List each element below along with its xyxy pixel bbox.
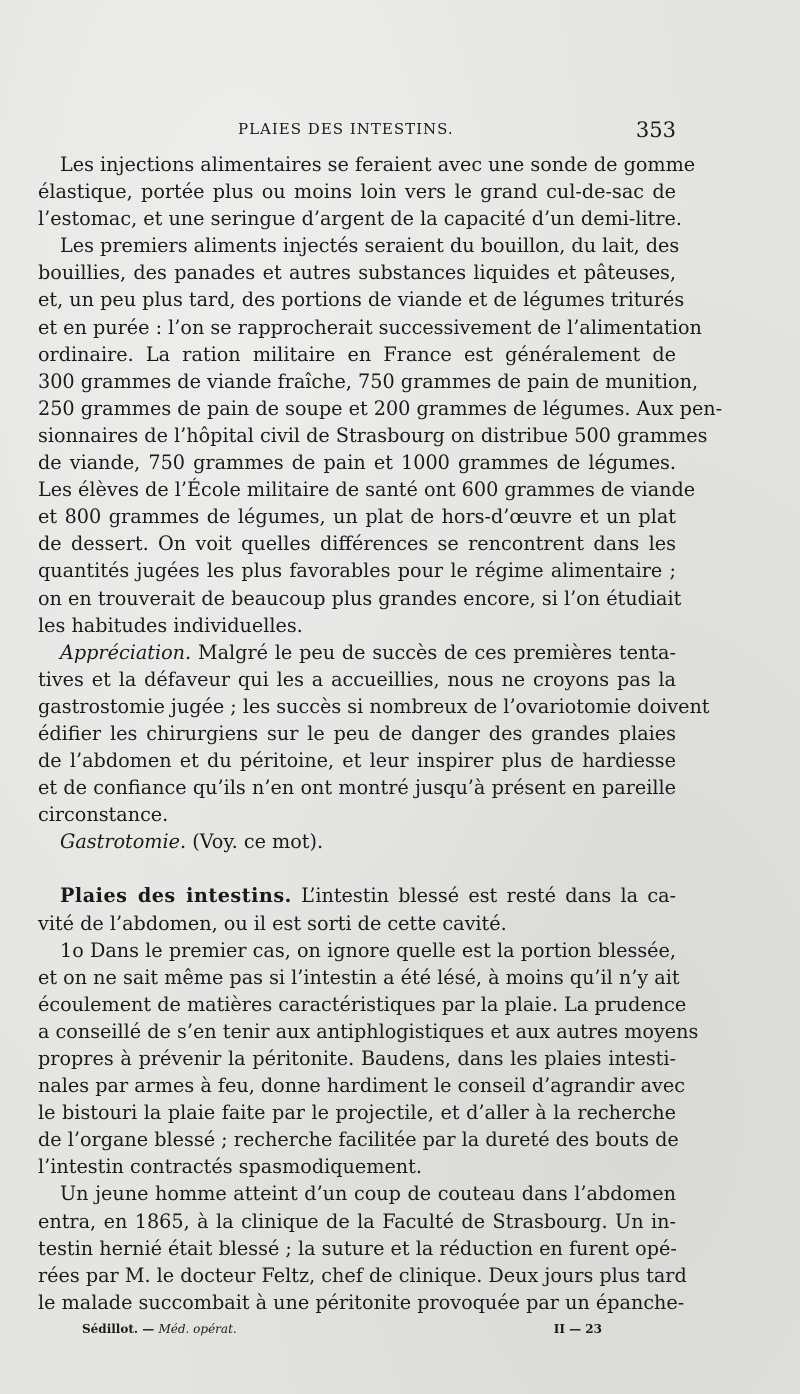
section-plaies-intestins (38, 882, 676, 936)
footer-work: Méd. opérat. (158, 1322, 237, 1336)
text-line: a conseillé de s’en tenir aux antiphlogistiques et aux autres moyens (38, 1019, 699, 1043)
text-line: les habitudes individuelles. (38, 613, 303, 637)
section-gap (38, 855, 676, 882)
text-line: tives et la défaveur qui les a accueillies, nous ne croyons pas la (38, 667, 676, 691)
text-line: quantités jugées les plus favorables pour le régime alimentaire ; (38, 559, 676, 583)
text-line: le malade succombait à une péritonite provoquée par un épanche- (38, 1290, 685, 1314)
text-line: écoulement de matières caractéristiques par la plaie. La prudence (38, 992, 687, 1016)
text-line: propres à prévenir la péritonite. Baudens, dans les plaies intesti- (38, 1047, 676, 1070)
text-line: 250 grammes de pain de soupe et 200 grammes de légumes. Aux pen- (38, 396, 723, 420)
text-line: ordinaire. La ration militaire en France est généralement de (38, 342, 676, 366)
text-line (38, 639, 676, 666)
text-line (38, 882, 676, 909)
text-line: entra, en 1865, à la clinique de la Faculté de Strasbourg. Un in- (38, 1209, 676, 1233)
text-line: et on ne sait même pas si l’intestin a été lésé, à moins qu’il n’y ait (38, 965, 680, 989)
text-line: de viande, 750 grammes de pain et 1000 grammes de légumes. (38, 451, 676, 475)
text-line: circonstance. (38, 803, 169, 827)
page-header (40, 116, 676, 146)
paragraph-first-foods (38, 232, 723, 638)
text-line: 1o Dans le premier cas, on ignore quelle est la portion blessée, (60, 938, 676, 962)
line-rest: (Voy. ce mot). (192, 830, 324, 854)
page-footer (82, 1322, 602, 1344)
text-line: rées par M. le docteur Feltz, chef de clinique. Deux jours plus tard (38, 1263, 687, 1287)
body-text (38, 151, 723, 1316)
term-gastrotomie: Gastrotomie. (60, 830, 187, 854)
text-line: testin hernié était blessé ; la suture et la réduction en furent opé- (38, 1236, 677, 1260)
page-number: 353 (635, 118, 676, 142)
text-line: gastrostomie jugée ; les succès si nombreux de l’ovariotomie doivent (38, 694, 710, 718)
text-line: et 800 grammes de légumes, un plat de hors-d’œuvre et un plat (38, 505, 676, 529)
paragraph-case-report (38, 1180, 687, 1315)
text-line: vité de l’abdomen, ou il est sorti de cette cavité. (38, 911, 507, 935)
text-line (38, 828, 676, 855)
text-line: on en trouverait de beaucoup plus grandes encore, si l’on étudiait (38, 586, 682, 610)
text-line: de dessert. On voit quelles différences se rencontrent dans les (38, 532, 676, 556)
text-line: et de confiance qu’ils n’en ont montré jusqu’à présent en pareille (38, 776, 676, 800)
footer-signature: II — 23 (553, 1322, 602, 1336)
footer-author: Sédillot. — (82, 1322, 155, 1336)
line-rest: Malgré le peu de succès de ces premières tenta- (197, 640, 676, 664)
paragraph-appreciation (38, 639, 710, 829)
section-heading: Plaies des intestins. (60, 884, 292, 908)
text-line: le bistouri la plaie faite par le projectile, et d’aller à la recherche (38, 1101, 676, 1125)
text-line: nales par armes à feu, donne hardiment le conseil d’agrandir avec (38, 1074, 685, 1098)
term-appreciation: Appréciation. (60, 640, 192, 664)
text-line: et, un peu plus tard, des portions de viande et de légumes triturés (38, 288, 685, 312)
text-line: Les élèves de l’École militaire de santé ont 600 grammes de viande (38, 478, 696, 502)
text-line: sionnaires de l’hôpital civil de Strasbourg on distribue 500 grammes (38, 423, 708, 447)
text-line: de l’organe blessé ; recherche facilitée par la dureté des bouts de (38, 1128, 679, 1152)
text-line: Un jeune homme atteint d’un coup de couteau dans l’abdomen (60, 1182, 676, 1206)
paragraph-feeding-injections (38, 151, 696, 232)
text-line: Les injections alimentaires se feraient avec une sonde de gomme (60, 153, 696, 176)
line-rest: L’intestin blessé est resté dans la ca- (301, 884, 677, 908)
text-line: l’intestin contractés spasmodiquement. (38, 1155, 422, 1179)
running-head: PLAIES DES INTESTINS. (238, 120, 454, 138)
text-line: l’estomac, et une seringue d’argent de la capacité d’un demi-litre. (38, 207, 682, 231)
text-line: de l’abdomen et du péritoine, et leur inspirer plus de hardiesse (38, 749, 676, 773)
text-line: édifier les chirurgiens sur le peu de danger des grandes plaies (38, 721, 676, 745)
paragraph-first-case (38, 937, 699, 1181)
text-line: et en purée : l’on se rapprocherait successivement de l’alimentation (38, 315, 702, 339)
paragraph-gastrotomie (38, 828, 676, 855)
text-line: 300 grammes de viande fraîche, 750 grammes de pain de munition, (38, 369, 699, 393)
text-line: bouillies, des panades et autres substances liquides et pâteuses, (38, 261, 676, 285)
text-line: élastique, portée plus ou moins loin vers le grand cul-de-sac de (38, 180, 676, 204)
text-line: Les premiers aliments injectés seraient du bouillon, du lait, des (60, 234, 680, 258)
footer-citation (82, 1322, 237, 1336)
